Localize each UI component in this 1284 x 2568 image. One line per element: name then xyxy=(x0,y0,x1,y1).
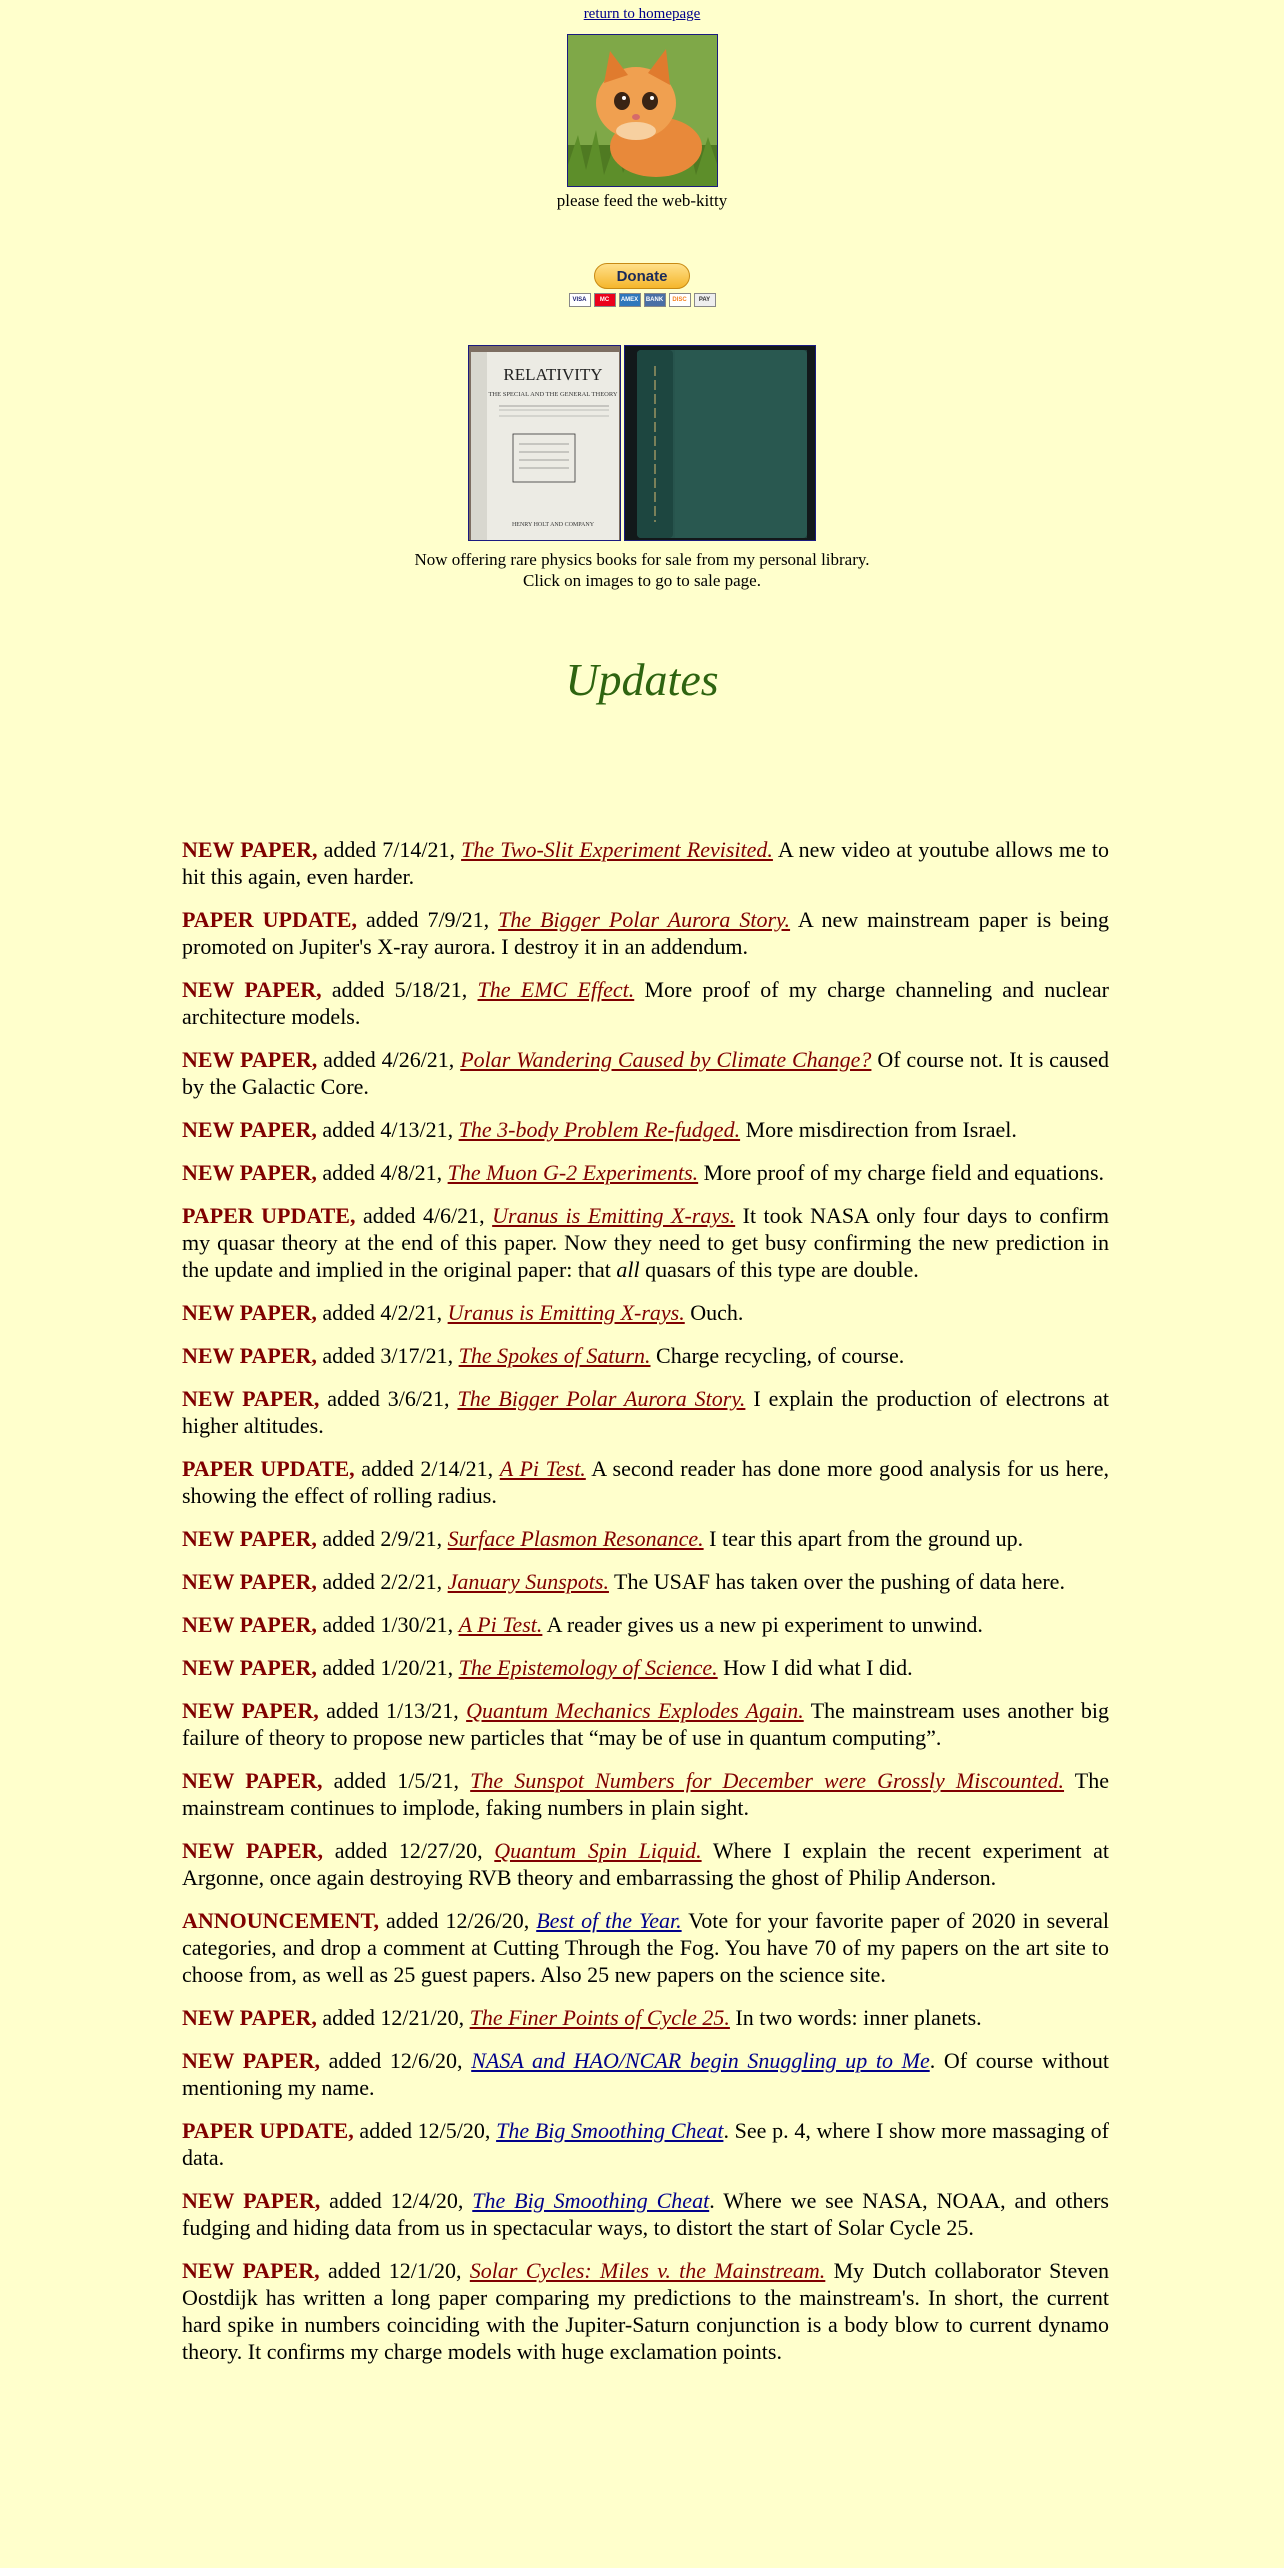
paper-title-link[interactable]: Best of the Year. xyxy=(536,1908,682,1933)
updates-list xyxy=(182,836,1109,2381)
update-description: More proof of my charge channeling and nuclear architecture models. xyxy=(182,977,1110,1029)
donate-section xyxy=(0,263,1284,307)
update-description: . See p. 4, where I show more massaging of data. xyxy=(182,2118,1109,2170)
paper-title-link[interactable]: The Finer Points of Cycle 25. xyxy=(469,2005,730,2030)
update-date: added 12/1/20, xyxy=(319,2258,470,2283)
paper-title-link[interactable]: The 3-body Problem Re-fudged. xyxy=(458,1117,741,1142)
update-date: added 5/18/21, xyxy=(321,977,478,1002)
books-caption xyxy=(0,549,1284,591)
update-label: NEW PAPER, xyxy=(182,1768,323,1793)
update-description: A second reader has done more good analysis for us here, showing the effect of rolling radius. xyxy=(182,1456,1109,1508)
update-description: The USAF has taken over the pushing of data here. xyxy=(608,1569,1065,1594)
relativity-book-image[interactable] xyxy=(468,345,621,541)
update-label: NEW PAPER, xyxy=(182,1569,317,1594)
update-description: A reader gives us a new pi experiment to unwind. xyxy=(542,1612,983,1637)
updates-heading: Updates xyxy=(565,654,719,705)
update-description: Where I explain the recent experiment at Argonne, once again destroying RVB theory and embarrassing the ghost of Philip Anderson. xyxy=(182,1838,1110,1890)
update-description-cont: quasars of this type are double. xyxy=(639,1257,919,1282)
update-date: added 2/2/21, xyxy=(316,1569,448,1594)
update-entry xyxy=(182,2047,1109,2101)
update-date: added 12/21/20, xyxy=(316,2005,470,2030)
paper-title-link[interactable]: The Epistemology of Science. xyxy=(458,1655,718,1680)
paper-title-link[interactable]: NASA and HAO/NCAR begin Snuggling up to Me xyxy=(471,2048,930,2073)
update-entry xyxy=(182,2187,1109,2241)
update-date: added 12/27/20, xyxy=(323,1838,495,1863)
update-description: Ouch. xyxy=(684,1300,744,1325)
paper-title-link[interactable]: Quantum Spin Liquid. xyxy=(494,1838,702,1863)
generic-card-icon: PAY xyxy=(694,293,716,307)
update-label: NEW PAPER, xyxy=(182,1047,318,1072)
paper-title-link[interactable]: Polar Wandering Caused by Climate Change? xyxy=(460,1047,872,1072)
paper-title-link[interactable]: Uranus is Emitting X-rays. xyxy=(492,1203,736,1228)
update-label: NEW PAPER, xyxy=(182,1386,320,1411)
emphasis-text: all xyxy=(616,1257,640,1282)
update-label: NEW PAPER, xyxy=(182,1698,319,1723)
update-entry xyxy=(182,1654,1109,1681)
update-date: added 1/5/21, xyxy=(322,1768,471,1793)
update-entry xyxy=(182,1385,1109,1439)
update-entry xyxy=(182,1299,1109,1326)
update-label: NEW PAPER, xyxy=(182,2258,320,2283)
update-entry xyxy=(182,2004,1109,2031)
update-date: added 1/13/21, xyxy=(318,1698,467,1723)
paper-title-link[interactable]: The EMC Effect. xyxy=(477,977,635,1002)
update-description: A new mainstream paper is being promoted on Jupiter's X-ray aurora. I destroy it in an addendum. xyxy=(182,907,1109,959)
paper-title-link[interactable]: The Big Smoothing Cheat xyxy=(496,2118,724,2143)
update-description: In two words: inner planets. xyxy=(729,2005,982,2030)
bank-card-icon: BANK xyxy=(644,293,666,307)
update-description: Of course not. It is caused by the Galactic Core. xyxy=(182,1047,1110,1099)
update-entry xyxy=(182,1159,1109,1186)
update-entry xyxy=(182,1046,1109,1100)
update-date: added 12/4/20, xyxy=(320,2188,473,2213)
update-description: How I did what I did. xyxy=(717,1655,913,1680)
update-date: added 12/5/20, xyxy=(353,2118,497,2143)
update-date: added 7/9/21, xyxy=(356,907,499,932)
update-entry xyxy=(182,1455,1109,1509)
book-cover-publisher: HENRY HOLT AND COMPANY xyxy=(511,522,595,528)
update-entry xyxy=(182,1202,1109,1283)
paper-title-link[interactable]: The Big Smoothing Cheat xyxy=(472,2188,710,2213)
paper-title-link[interactable]: The Bigger Polar Aurora Story. xyxy=(457,1386,746,1411)
return-home-link[interactable]: return to homepage xyxy=(583,6,701,22)
update-date: added 4/8/21, xyxy=(316,1160,448,1185)
update-entry xyxy=(182,906,1109,960)
update-description: I tear this apart from the ground up. xyxy=(703,1526,1024,1551)
update-date: added 1/30/21, xyxy=(316,1612,459,1637)
update-label: NEW PAPER, xyxy=(182,1612,317,1637)
paper-title-link[interactable]: A Pi Test. xyxy=(499,1456,586,1481)
update-date: added 12/6/20, xyxy=(320,2048,472,2073)
update-date: added 2/9/21, xyxy=(316,1526,448,1551)
update-entry xyxy=(182,1568,1109,1595)
update-description: A new video at youtube allows me to hit this again, even harder. xyxy=(182,837,1110,889)
update-date: added 2/14/21, xyxy=(354,1456,500,1481)
paper-title-link[interactable]: Surface Plasmon Resonance. xyxy=(447,1526,704,1551)
update-label: NEW PAPER, xyxy=(182,1655,317,1680)
kitty-caption: please feed the web-kitty xyxy=(556,191,728,210)
payment-cards xyxy=(569,293,716,307)
update-description: More misdirection from Israel. xyxy=(740,1117,1017,1142)
update-label: NEW PAPER, xyxy=(182,1526,317,1551)
update-entry xyxy=(182,1525,1109,1552)
update-label: NEW PAPER, xyxy=(182,1300,317,1325)
update-label: NEW PAPER, xyxy=(182,1838,324,1863)
update-description: . Where we see NASA, NOAA, and others fudging and hiding data from us in spectacular ways, to distort the start of Solar Cycle 25. xyxy=(182,2188,1109,2240)
book-cover-subtitle: THE SPECIAL AND THE GENERAL THEORY xyxy=(488,391,618,398)
kitten-photo[interactable] xyxy=(567,34,718,187)
update-description: The mainstream continues to implode, faking numbers in plain sight. xyxy=(182,1768,1109,1820)
paper-title-link[interactable]: The Two-Slit Experiment Revisited. xyxy=(461,837,773,862)
update-label: PAPER UPDATE, xyxy=(182,2118,354,2143)
books-caption-line-2: Click on images to go to sale page. xyxy=(523,571,761,590)
update-entry xyxy=(182,1116,1109,1143)
update-date: added 4/26/21, xyxy=(317,1047,461,1072)
update-label: PAPER UPDATE, xyxy=(182,907,357,932)
update-entry xyxy=(182,2117,1109,2171)
update-label: NEW PAPER, xyxy=(182,2048,321,2073)
update-description: More proof of my charge field and equations. xyxy=(698,1160,1105,1185)
discover-card-icon: DISC xyxy=(669,293,691,307)
update-label: PAPER UPDATE, xyxy=(182,1203,356,1228)
update-date: added 4/2/21, xyxy=(316,1300,448,1325)
update-date: added 1/20/21, xyxy=(316,1655,459,1680)
paper-title-link[interactable]: The Sunspot Numbers for December were Grossly Miscounted. xyxy=(470,1768,1065,1793)
update-description: Vote for your favorite paper of 2020 in several categories, and drop a comment at Cutting Through the Fog. You have 70 of my papers on the art site to choose from, as well as 25 guest papers. Also 25 new papers on the science site. xyxy=(182,1908,1109,1987)
update-entry xyxy=(182,1767,1109,1821)
update-entry xyxy=(182,1907,1109,1988)
update-entry xyxy=(182,1342,1109,1369)
update-description: My Dutch collaborator Steven Oostdijk has written a long paper comparing my predictions to the mainstream's. In short, the current hard spike in numbers coinciding with the Jupiter-Saturn conjunction is a body blow to current dynamo theory. It confirms my charge models with huge exclamation points. xyxy=(182,2258,1109,2364)
update-entry xyxy=(182,1837,1109,1891)
paper-title-link[interactable]: Uranus is Emitting X-rays. xyxy=(447,1300,685,1325)
books-gallery xyxy=(0,345,1284,541)
update-description: It took NASA only four days to confirm my quasar theory at the end of this paper. Now they need to get busy confirming the new prediction in the update and implied in the original paper: that xyxy=(182,1203,1109,1282)
paper-title-link[interactable]: Quantum Mechanics Explodes Again. xyxy=(466,1698,804,1723)
donate-button[interactable]: Donate xyxy=(594,263,690,289)
update-date: added 4/13/21, xyxy=(316,1117,459,1142)
update-label: NEW PAPER, xyxy=(182,2188,321,2213)
update-label: NEW PAPER, xyxy=(182,1117,317,1142)
update-entry xyxy=(182,836,1109,890)
update-label: NEW PAPER, xyxy=(182,2005,317,2030)
update-entry xyxy=(182,2257,1109,2365)
books-caption-line-1: Now offering rare physics books for sale from my personal library. xyxy=(414,550,870,569)
mastercard-icon: MC xyxy=(594,293,616,307)
update-label: NEW PAPER, xyxy=(182,1160,317,1185)
paper-title-link[interactable]: The Bigger Polar Aurora Story. xyxy=(498,907,791,932)
paper-title-link[interactable]: The Spokes of Saturn. xyxy=(458,1343,651,1368)
update-description: Charge recycling, of course. xyxy=(650,1343,905,1368)
update-description: The mainstream uses another big failure of theory to propose new particles that “may be of use in quantum computing”. xyxy=(182,1698,1109,1750)
paper-title-link[interactable]: Solar Cycles: Miles v. the Mainstream. xyxy=(469,2258,826,2283)
book-cover-title: RELATIVITY xyxy=(503,365,603,384)
update-entry xyxy=(182,1611,1109,1638)
update-label: NEW PAPER, xyxy=(182,1343,317,1368)
update-date: added 7/14/21, xyxy=(317,837,462,862)
update-description: I explain the production of electrons at higher altitudes. xyxy=(182,1386,1110,1438)
update-label: NEW PAPER, xyxy=(182,837,318,862)
update-entry xyxy=(182,976,1109,1030)
update-date: added 4/6/21, xyxy=(355,1203,493,1228)
update-date: added 3/6/21, xyxy=(319,1386,458,1411)
paper-title-link[interactable]: A Pi Test. xyxy=(458,1612,543,1637)
green-book-image[interactable] xyxy=(624,345,816,541)
paper-title-link[interactable]: The Muon G-2 Experiments. xyxy=(447,1160,699,1185)
amex-card-icon: AMEX xyxy=(619,293,641,307)
update-date: added 12/26/20, xyxy=(378,1908,537,1933)
update-label: PAPER UPDATE, xyxy=(182,1456,355,1481)
paper-title-link[interactable]: January Sunspots. xyxy=(447,1569,609,1594)
page-header xyxy=(0,0,1284,703)
update-entry xyxy=(182,1697,1109,1751)
update-label: NEW PAPER, xyxy=(182,977,322,1002)
visa-card-icon: VISA xyxy=(569,293,591,307)
update-date: added 3/17/21, xyxy=(316,1343,459,1368)
update-description: . Of course without mentioning my name. xyxy=(182,2048,1110,2100)
update-label: ANNOUNCEMENT, xyxy=(182,1908,379,1933)
